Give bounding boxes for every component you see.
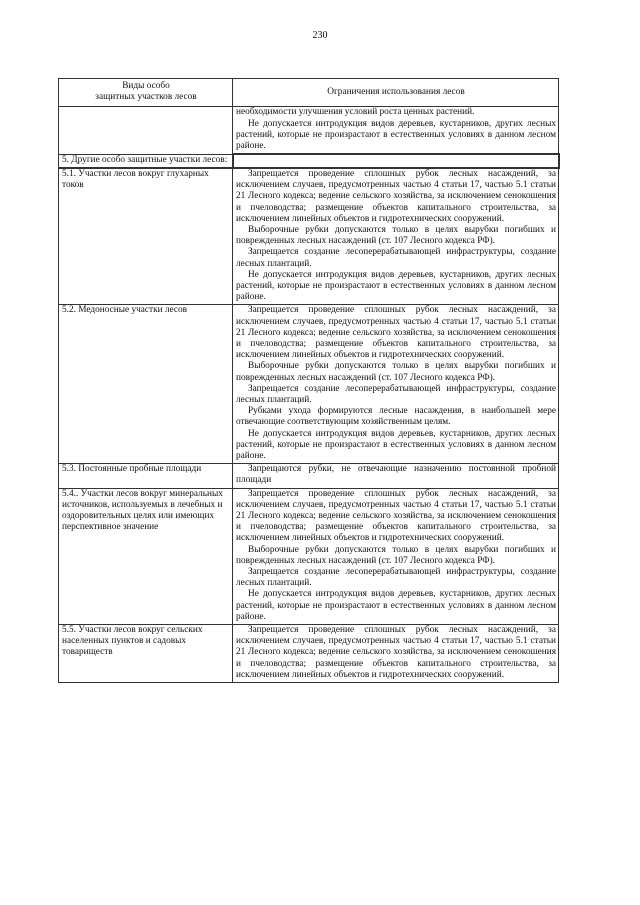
forest-restrictions-table bbox=[58, 78, 560, 683]
table-body bbox=[59, 107, 559, 683]
table-row bbox=[59, 107, 559, 154]
restrictions-cell bbox=[233, 464, 559, 488]
restriction-paragraph: Выборочные рубки допускаются только в целях вырубки погибших и поврежденных лесных насаждений (ст. 107 Лесного кодекса РФ). bbox=[236, 224, 556, 247]
zone-type-cell: 5. Другие особо защитные участки лесов: bbox=[59, 154, 233, 168]
restriction-paragraph: Не допускается интродукция видов деревьев, кустарников, других лесных растений, которые не произрастают в естественных условиях в данном лесном районе. bbox=[236, 269, 556, 303]
zone-type-cell: 5.4.. Участки лесов вокруг минеральных источников, используемых в лечебных и оздоровительных целях или имеющих перспективное значение bbox=[59, 488, 233, 624]
restrictions-cell bbox=[233, 107, 559, 154]
zone-type-cell bbox=[59, 107, 233, 154]
restriction-paragraph: Не допускается интродукция видов деревьев, кустарников, других лесных растений, которые не произрастают в естественных условиях в данном лесном районе. bbox=[236, 118, 556, 152]
restriction-paragraph: Запрещается проведение сплошных рубок лесных насаждений, за исключением случаев, предусмотренных частью 4 статьи 17, частью 5.1 статьи 21 Лесного кодекса; ведение сельского хозяйства, за исключением сенокошения и пчеловодства; размещение объектов капитального строительства, за исключением линейных объектов и гидротехнических сооружений. bbox=[236, 488, 556, 544]
restrictions-cell bbox=[233, 168, 559, 305]
restriction-paragraph: необходимости улучшения условий роста ценных растений. bbox=[236, 107, 475, 118]
restriction-paragraph: Запрещается создание лесоперерабатывающей инфраструктуры, создание лесных плантаций. bbox=[236, 567, 556, 589]
restrictions-cell bbox=[233, 625, 559, 683]
restriction-paragraph: Выборочные рубки допускаются только в целях вырубки погибших и поврежденных лесных насаждений (ст. 107 Лесного кодекса РФ). bbox=[236, 544, 556, 566]
header-restrictions: Ограничения использования лесов bbox=[233, 79, 559, 107]
table-row bbox=[59, 154, 559, 168]
restriction-paragraph: Запрещается проведение сплошных рубок лесных насаждений, за исключением случаев, предусмотренных частью 4 статьи 17, частью 5.1 статьи 21 Лесного кодекса; ведение сельского хозяйства, за исключением сенокошения и пчеловодства; размещение объектов капитального строительства, за исключением линейных объектов и гидротехнических сооружений. bbox=[236, 168, 556, 224]
restriction-paragraph: Выборочные рубки допускаются только в целях вырубки погибших и поврежденных лесных насаждений (ст. 107 Лесного кодекса РФ). bbox=[236, 361, 556, 383]
zone-type-cell: 5.3. Постоянные пробные площади bbox=[59, 464, 233, 488]
zone-type-cell: 5.1. Участки лесов вокруг глухарных токов bbox=[59, 168, 233, 305]
table-row bbox=[59, 488, 559, 624]
table-row bbox=[59, 625, 559, 683]
table-row bbox=[59, 464, 559, 488]
table-row bbox=[59, 305, 559, 464]
restrictions-cell bbox=[233, 488, 559, 624]
header-zone-type bbox=[59, 79, 233, 107]
restriction-paragraph: Не допускается интродукция видов деревьев, кустарников, других лесных растений, которые не произрастают в естественных условиях в данном лесном районе. bbox=[236, 589, 556, 622]
page-number: 230 bbox=[312, 30, 328, 41]
zone-type-cell: 5.5. Участки лесов вокруг сельских населенных пунктов и садовых товариществ bbox=[59, 625, 233, 683]
restriction-paragraph: Рубками ухода формируются лесные насаждения, в наибольшей мере отвечающие соответствующим хозяйственным целям. bbox=[236, 406, 556, 428]
restriction-paragraph: Запрещается проведение сплошных рубок лесных насаждений, за исключением случаев, предусмотренных частью 4 статьи 17, частью 5.1 статьи 21 Лесного кодекса; ведение сельского хозяйства, за исключением сенокошения и пчеловодства; размещение объектов капитального строительства, за исключением линейных объектов и гидротехнических сооружений. bbox=[236, 625, 556, 680]
restriction-paragraph: Запрещаются рубки, не отвечающие назначению постоянной пробной площади bbox=[236, 464, 556, 486]
zone-type-cell: 5.2. Медоносные участки лесов bbox=[59, 305, 233, 464]
table-header-row bbox=[59, 79, 559, 107]
table-row bbox=[59, 168, 559, 305]
restriction-paragraph: Не допускается интродукция видов деревьев, кустарников, других лесных растений, которые не произрастают в естественных условиях в данном лесном районе. bbox=[236, 428, 556, 461]
restriction-paragraph: Запрещается создание лесоперерабатывающей инфраструктуры, создание лесных плантаций. bbox=[236, 247, 556, 269]
restrictions-cell bbox=[233, 305, 559, 464]
restrictions-cell bbox=[233, 154, 559, 168]
header-zone-type-text: Виды особо защитных участков лесов bbox=[95, 81, 197, 103]
restriction-paragraph: Запрещается проведение сплошных рубок лесных насаждений, за исключением случаев, предусмотренных частью 4 статьи 17, частью 5.1 статьи 21 Лесного кодекса; ведение сельского хозяйства, за исключением сенокошения и пчеловодства; размещение объектов капитального строительства, за исключением линейных объектов и гидротехнических сооружений. bbox=[236, 305, 556, 361]
restriction-paragraph: Запрещается создание лесоперерабатывающей инфраструктуры, создание лесных плантаций. bbox=[236, 383, 556, 405]
